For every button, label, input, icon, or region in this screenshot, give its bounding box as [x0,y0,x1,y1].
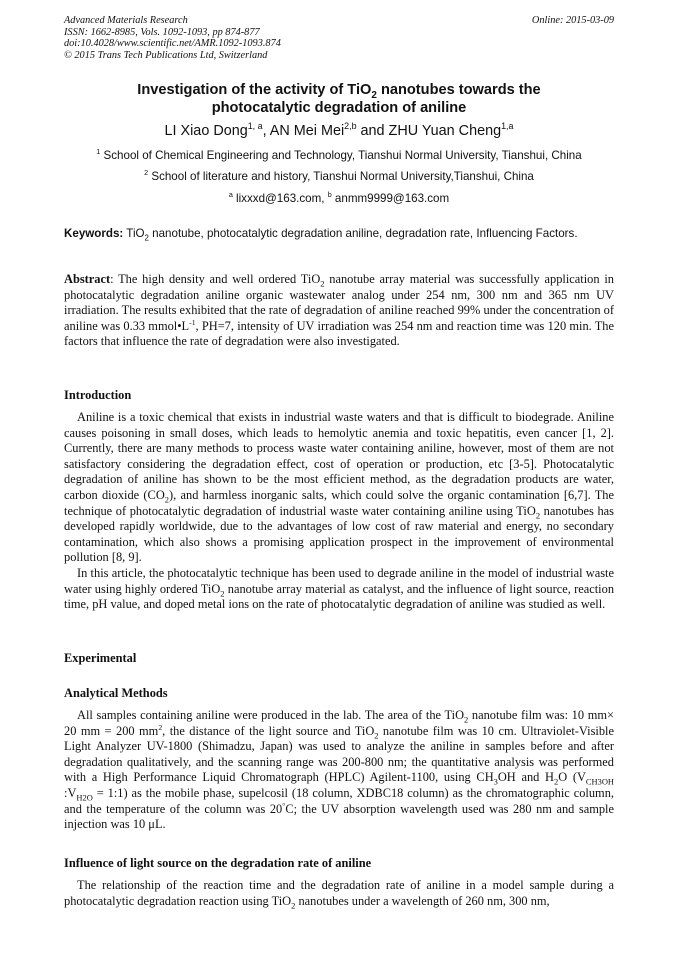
copyright-line: © 2015 Trans Tech Publications Ltd, Switzerland [64,50,268,62]
affiliation-1: $^1$ School of Chemical Engineering and Technology, Tianshui Normal University, Tianshui, China [96,147,582,162]
author-list: LI Xiao Dong$^{1, a}$, AN Mei Mei$^{2,b}$ and ZHU Yuan Cheng$^{1,a}$ [164,121,514,139]
doi-line: doi:10.4028/www.scientific.net/AMR.1092-1093.874 [64,38,281,50]
section-heading-introduction: Introduction [64,388,132,402]
online-date: Online: 2015-03-09 [531,15,614,26]
affiliation-2: $^2$ School of literature and history, Tianshui Normal University,Tianshui, China [144,168,534,183]
abstract: Abstract: The high density and well ordered TiO$_2$ nanotube array material was successfully application in photocatalytic degradation aniline organic wastewater analog under 254 nm, 300 nm and 365 nm UV irradiation. The results exhibited that the rate of degradation of aniline reached 99% under the concentration of aniline was 0.33 $mmol•L^{-1}$, PH=7, intensity of UV irradiation was 254 nm and reaction time was 120 min. The factors that influence the rate of degradation were also investigated. [64,272,614,349]
analytical-methods-body: All samples containing aniline were produced in the lab. The area of the TiO$_2$ nanotube film was: 10 mm× 20 mm = 200 $mm^2$, the distance of the light source and TiO$_2$ nanotube film was 10 cm. Ultraviolet-Visible Light Analyzer UV-1800 (Shimadzu, Japan) was used to analyze the aniline in samples before and after degradation qualitatively, and the scanning range was 200-800 nm; the quantitative analysis was performed with a High Performance Liquid Chromatograph (HPLC) Agilent-1100, using $CH_3OH$ and $H_2O$ ($V_{CH3OH}$ $:V_{H2O}$ = 1:1) as the mobile phase, supelcosil (18 column, XDBC18 column) as the chromatographic column, and the temperature of the column was 20°C; the UV absorption wavelength used was 280 nm and sample injection was 10 μL. [64,708,615,832]
section-heading-experimental: Experimental [64,651,137,665]
journal-name: Advanced Materials Research [64,15,188,26]
keywords: Keywords: TiO$_2$ nanotube, photocatalytic degradation aniline, degradation rate, Influencing Factors. [64,227,578,243]
running-header-left [64,15,281,62]
subsection-heading-light-source: Influence of light source on the degradation rate of aniline [64,856,372,870]
author-emails: $^a$ lixxxd@163.com, $^b$ anmm9999@163.com [228,190,450,205]
paper-title: Investigation of the activity of TiO$_2$ nanotubes towards the photocatalytic degradation of aniline [137,82,541,116]
introduction-body: Aniline is a toxic chemical that exists in industrial waste waters and that is difficult to biodegrade. Aniline causes poisoning in small doses, which leads to hemolytic anemia and toxic hepatitis, even cancer [1, 2]. Currently, there are many methods to process waste water containing aniline, however, most of them are not satisfactory considering the degradation effect, cost of operation or production, etc [3-5]. Photocatalytic degradation of aniline has shown to be the most efficient method, as the degradation products are water, carbon dioxide $(CO_2)$, and harmless inorganic salts, which could solve the organic contamination [6,7]. The technique of photocatalytic degradation of industrial waste water containing aniline using TiO$_2$ nanotubes has developed rapidly worldwide, due to the advantages of low cost of raw material and energy, no secondary contamination, which also shows a promising application prospect in the improvement of environmental pollution [8, 9]. In this article, the photocatalytic technique has been used to degrade aniline in the model of industrial waste water using highly ordered TiO$_2$ nanotube array material as catalyst, and the influence of light source, reaction time, pH value, and doped metal ions on the rate of photocatalytic degradation of aniline was studied as well. [64,410,615,612]
subsection-heading-analytical-methods: Analytical Methods [64,686,168,700]
issn-line: ISSN: 1662-8985, Vols. 1092-1093, pp 874-877 [64,26,260,38]
light-source-body: The relationship of the reaction time and the degradation rate of aniline in a model sample during a photocatalytic degradation reaction using TiO$_2$ nanotubes under a wavelength of 260 nm, 300 nm, [64,878,614,911]
